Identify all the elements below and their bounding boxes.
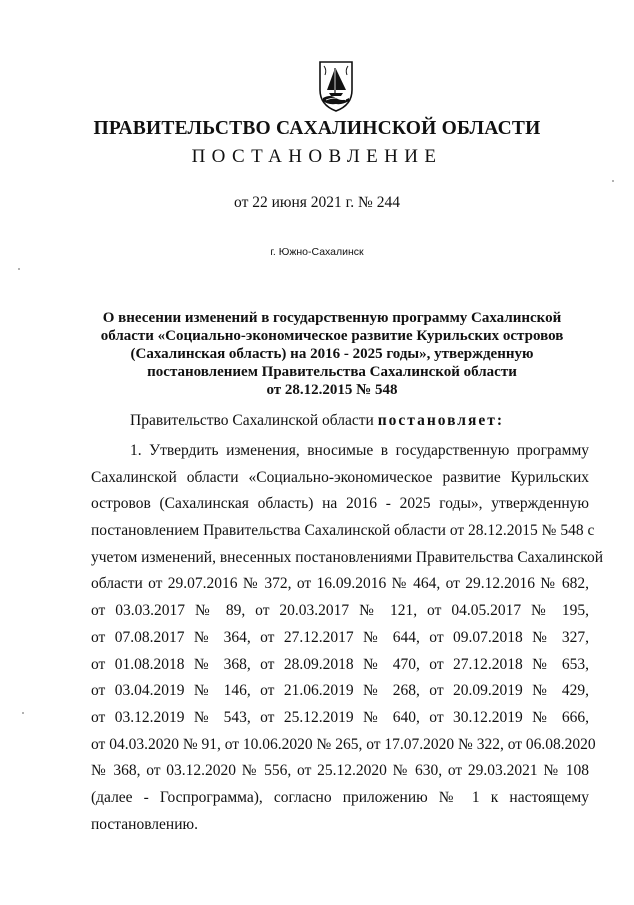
paragraph-line: (далее - Госпрограмма), согласно приложению № 1 к настоящему: [91, 788, 589, 806]
lead-text: Правительство Сахалинской области: [130, 412, 378, 429]
paragraph-line: 1. Утвердить изменения, вносимые в государственную программу: [130, 442, 589, 459]
scan-speck: [18, 268, 20, 270]
subject-line: О внесении изменений в государственную программу Сахалинской: [102, 310, 562, 326]
paragraph-line: от 03.04.2019 № 146, от 21.06.2019 № 268, от 20.09.2019 № 429,: [91, 682, 589, 700]
paragraph-line: постановлением Правительства Сахалинской области от 28.12.2015 № 548 с: [91, 522, 595, 540]
resolution-lead: [130, 412, 504, 430]
subject-line: постановлением Правительства Сахалинской области: [147, 364, 517, 380]
subject-line: от 28.12.2015 № 548: [266, 382, 398, 398]
coat-of-arms-icon: [318, 60, 354, 112]
paragraph-line: от 01.08.2018 № 368, от 28.09.2018 № 470, от 27.12.2018 № 653,: [91, 655, 589, 673]
document-subject: [100, 309, 564, 399]
document-type: ПОСТАНОВЛЕНИЕ: [191, 146, 443, 167]
subject-line: (Сахалинская область) на 2016 - 2025 годы», утвержденную: [130, 346, 534, 362]
lead-emphasis: постановляет:: [377, 412, 505, 429]
subject-line: области «Социально-экономическое развитие Курильских островов: [100, 328, 564, 344]
paragraph-line: от 03.12.2019 № 543, от 25.12.2019 № 640, от 30.12.2019 № 666,: [91, 708, 589, 726]
government-title: ПРАВИТЕЛЬСТВО САХАЛИНСКОЙ ОБЛАСТИ: [93, 118, 541, 139]
resolution-paragraph: [91, 438, 604, 838]
paragraph-line: от 07.08.2017 № 364, от 27.12.2017 № 644, от 09.07.2018 № 327,: [91, 628, 589, 646]
paragraph-line: области от 29.07.2016 № 372, от 16.09.2016 № 464, от 29.12.2016 № 682,: [91, 575, 589, 593]
paragraph-line: островов (Сахалинская область) на 2016 - 2025 годы», утвержденную: [91, 495, 589, 513]
paragraph-line: от 04.03.2020 № 91, от 10.06.2020 № 265, от 17.07.2020 № 322, от 06.08.2020: [91, 735, 596, 753]
document-date-number: от 22 июня 2021 г. № 244: [234, 194, 400, 211]
paragraph-line: учетом изменений, внесенных постановлениями Правительства Сахалинской: [91, 548, 604, 566]
scan-speck: [612, 180, 614, 182]
scan-speck: [22, 712, 24, 714]
paragraph-line: Сахалинской области «Социально-экономическое развитие Курильских: [91, 468, 589, 486]
paragraph-line: от 03.03.2017 № 89, от 20.03.2017 № 121, от 04.05.2017 № 195,: [91, 602, 589, 620]
paragraph-line: № 368, от 03.12.2020 № 556, от 25.12.2020 № 630, от 29.03.2021 № 108: [91, 762, 589, 780]
paragraph-line: постановлению.: [91, 815, 198, 833]
document-city: г. Южно-Сахалинск: [270, 246, 364, 258]
